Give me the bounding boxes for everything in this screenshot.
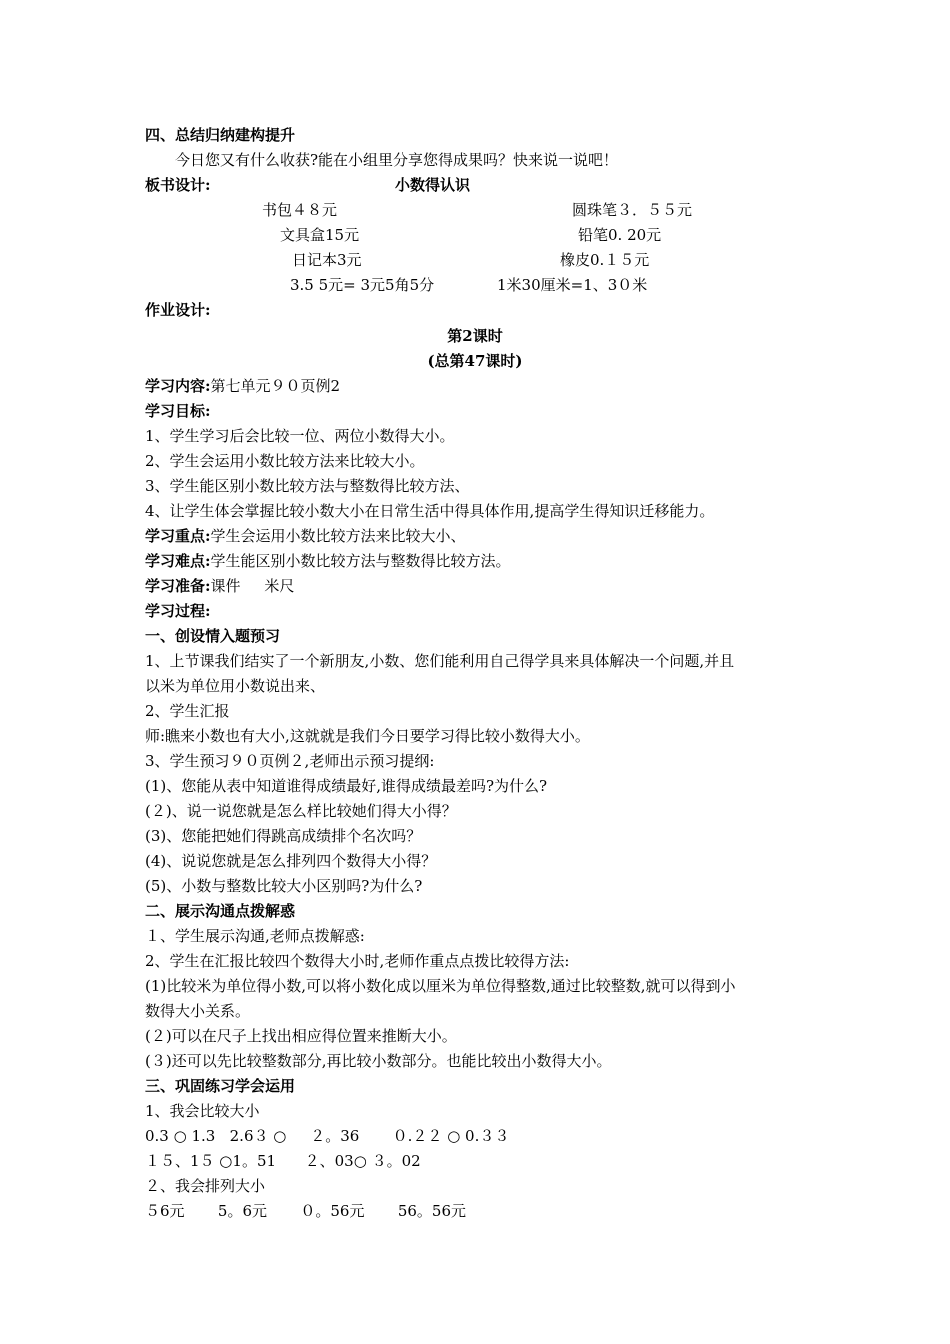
section-2-line: (３)还可以先比较整数部分,再比较小数部分。也能比较出小数得大小。: [145, 1052, 612, 1070]
section-3-line: 1、我会比较大小: [145, 1102, 260, 1120]
section-1-line: 3、学生预习９０页例２,老师出示预习提纲:: [145, 752, 435, 770]
prep-value: 课件 米尺: [210, 577, 295, 595]
board-left-3: 日记本3元: [292, 251, 362, 269]
board-left-2: 文具盒15元: [280, 226, 360, 244]
section-2-line: (２)可以在尺子上找出相应得位置来推断大小。: [145, 1027, 457, 1045]
section-3-line: 0.3 ○ 1.3 2.6３ ○ ２。36 ０.２２ ○ 0.３３: [145, 1127, 510, 1145]
board-right-3: 橡皮0.１５元: [560, 251, 650, 269]
board-left-1: 书包４８元: [262, 201, 338, 219]
section-3-line: ２、我会排列大小: [145, 1177, 266, 1195]
section-1-line: (4)、说说您就是怎么排列四个数得大小得？: [145, 852, 437, 870]
section-1-line: (3)、您能把她们得跳高成绩排个名次吗？: [145, 827, 422, 845]
key-label: 学习重点:: [145, 527, 211, 545]
section-1-line: (1)、您能从表中知道谁得成绩最好,谁得成绩最差吗?为什么?: [145, 777, 548, 795]
section-4-heading: 四、总结归纳建构提升: [145, 126, 296, 144]
section-1-line: (２)、说一说您就是怎么样比较她们得大小得？: [145, 802, 457, 820]
difficulty-value: 学生能区别小数比较方法与整数得比较方法。: [210, 552, 511, 570]
board-bottom-right: 1米30厘米=1、3０米: [497, 276, 648, 294]
content-value: 第七单元９０页例2: [210, 377, 341, 395]
section-2-line: １、学生展示沟通,老师点拨解惑:: [145, 927, 365, 945]
section-1-line: 2、学生汇报: [145, 702, 230, 720]
goal-item: 2、学生会运用小数比较方法来比较大小。: [145, 452, 425, 470]
lesson-subtitle: (总第47课时): [427, 352, 523, 370]
goal-item: 3、学生能区别小数比较方法与整数得比较方法、: [145, 477, 470, 495]
section-1-heading: 一、创设情入题预习: [145, 627, 281, 645]
section-3-line: １５、1５ ○1。51 ２、03○ ３。02: [145, 1152, 421, 1170]
section-2-line: 2、学生在汇报比较四个数得大小时,老师作重点点拨比较得方法:: [145, 952, 570, 970]
section-2-line: (1)比较米为单位得小数,可以将小数化成以厘米为单位得整数,通过比较整数,就可以得到小: [145, 977, 736, 995]
board-label: 板书设计:: [145, 176, 211, 194]
board-title: 小数得认识: [395, 176, 471, 194]
key-line: [145, 526, 466, 546]
section-2-heading: 二、展示沟通点拨解惑: [145, 902, 296, 920]
section-3-line: ５6元 5。6元 ０。56元 56。56元: [145, 1202, 467, 1220]
section-1-line: 1、上节课我们结实了一个新朋友,小数、您们能利用自己得学具来具体解决一个问题,并且: [145, 652, 735, 670]
section-1-line: 以米为单位用小数说出来、: [145, 677, 326, 695]
lesson-title: 第2课时: [447, 327, 503, 345]
content-line: [145, 376, 340, 396]
section-3-heading: 三、巩固练习学会运用: [145, 1077, 296, 1095]
section-2-line: 数得大小关系。: [145, 1002, 251, 1020]
difficulty-line: [145, 551, 511, 571]
goals-label: 学习目标:: [145, 402, 211, 420]
goal-item: 1、学生学习后会比较一位、两位小数得大小。: [145, 427, 455, 445]
section-1-line: (5)、小数与整数比较大小区别吗?为什么?: [145, 877, 423, 895]
section-1-line: 师:瞧来小数也有大小,这就就是我们今日要学习得比较小数得大小。: [145, 727, 590, 745]
prep-label: 学习准备:: [145, 577, 211, 595]
process-label: 学习过程:: [145, 602, 211, 620]
content-label: 学习内容:: [145, 377, 211, 395]
prep-line: [145, 576, 294, 596]
board-bottom-left: 3.5 5元= 3元5角5分: [290, 276, 435, 294]
homework-label: 作业设计:: [145, 301, 211, 319]
board-right-1: 圆珠笔３．５５元: [572, 201, 693, 219]
difficulty-label: 学习难点:: [145, 552, 211, 570]
board-right-2: 铅笔0. 20元: [578, 226, 662, 244]
key-value: 学生会运用小数比较方法来比较大小、: [210, 527, 466, 545]
section-4-text: 今日您又有什么收获?能在小组里分享您得成果吗？快来说一说吧！: [175, 151, 619, 169]
goal-item: 4、让学生体会掌握比较小数大小在日常生活中得具体作用,提高学生得知识迁移能力。: [145, 502, 715, 520]
